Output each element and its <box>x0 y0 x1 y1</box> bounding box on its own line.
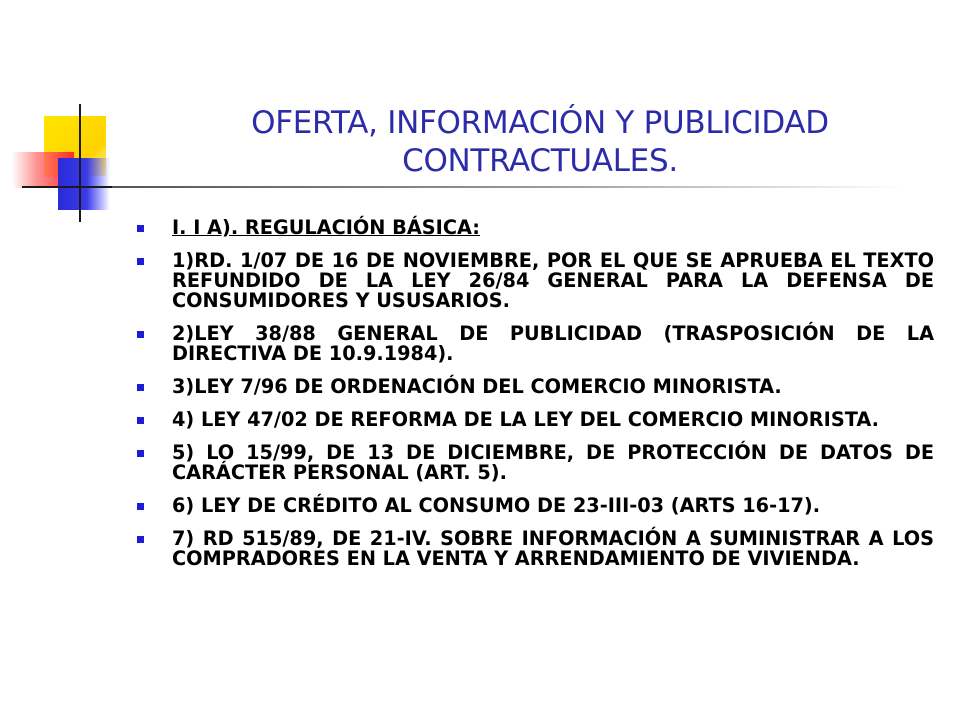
slide-title <box>180 104 900 180</box>
bullet-text: 5) LO 15/99, DE 13 DE DICIEMBRE, DE PROTECCIÓN DE DATOS DE CARÁCTER PERSONAL (ART. 5). <box>172 441 934 484</box>
bullet-item-7 <box>134 529 934 569</box>
square-bullet-icon <box>137 225 144 232</box>
bullet-item-3 <box>134 377 934 397</box>
square-bullet-icon <box>137 384 144 391</box>
bullet-text: 7) RD 515/89, DE 21-IV. SOBRE INFORMACIÓN A SUMINISTRAR A LOS COMPRADORES EN LA VENTA Y ARRENDAMIENTO DE VIVIENDA. <box>172 527 934 570</box>
slide-title-line-1: OFERTA, INFORMACIÓN Y PUBLICIDAD <box>251 105 829 141</box>
bullet-text: 6) LEY DE CRÉDITO AL CONSUMO DE 23-III-03 (ARTS 16-17). <box>172 494 821 517</box>
bullet-item-4 <box>134 410 934 430</box>
bullet-text: 3)LEY 7/96 DE ORDENACIÓN DEL COMERCIO MINORISTA. <box>172 375 782 398</box>
square-bullet-icon <box>137 331 144 338</box>
slide-title-line-2: CONTRACTUALES. <box>402 143 678 179</box>
square-bullet-icon <box>137 503 144 510</box>
decorative-blue-square <box>58 158 110 210</box>
bullet-item-heading <box>134 218 934 238</box>
square-bullet-icon <box>137 536 144 543</box>
square-bullet-icon <box>137 258 144 265</box>
decorative-horizontal-line <box>22 186 112 188</box>
bullet-item-5 <box>134 443 934 483</box>
bullet-text: 4) LEY 47/02 DE REFORMA DE LA LEY DEL COMERCIO MINORISTA. <box>172 408 879 431</box>
bullet-text: 2)LEY 38/88 GENERAL DE PUBLICIDAD (TRASPOSICIÓN DE LA DIRECTIVA DE 10.9.1984). <box>172 322 934 365</box>
bullet-item-6 <box>134 496 934 516</box>
bullet-text: 1)RD. 1/07 DE 16 DE NOVIEMBRE, POR EL QUE SE APRUEBA EL TEXTO REFUNDIDO DE LA LEY 26/84 GENERAL PARA LA DEFENSA DE CONSUMIDORES Y USUSARIOS. <box>172 249 934 312</box>
bullet-item-2 <box>134 324 934 364</box>
square-bullet-icon <box>137 417 144 424</box>
bullet-list <box>134 218 934 582</box>
title-underline-rule <box>112 186 902 188</box>
square-bullet-icon <box>137 450 144 457</box>
bullet-item-1 <box>134 251 934 311</box>
decorative-vertical-line <box>79 104 81 222</box>
bullet-text: I. I A). REGULACIÓN BÁSICA: <box>172 216 480 239</box>
